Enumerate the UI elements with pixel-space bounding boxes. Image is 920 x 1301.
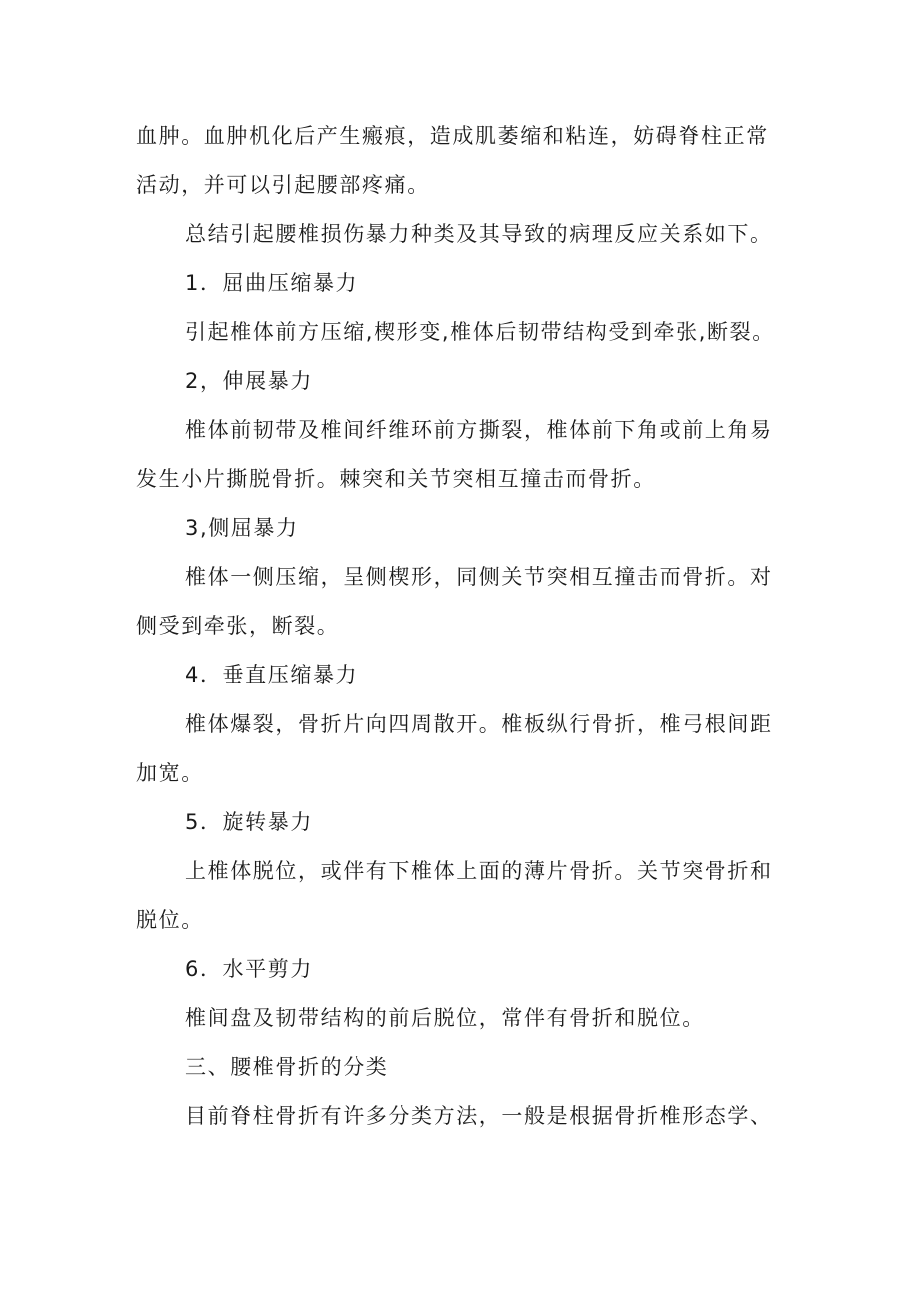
paragraph-classification-line-1: 目前脊柱骨折有许多分类方法，一般是根据骨折椎形态学、 [185, 1104, 773, 1128]
paragraph-continuation-line-2: 活动，并可以引起腰部疼痛。 [136, 173, 430, 197]
paragraph-extension-line-1: 椎体前韧带及椎间纤维环前方撕裂，椎体前下角或前上角易 [185, 418, 773, 442]
section-heading-classification: 三、腰椎骨折的分类 [185, 1055, 389, 1079]
paragraph-flexion-compression: 引起椎体前方压缩,楔形变,椎体后韧带结构受到牵张,断裂。 [185, 320, 775, 344]
summary-paragraph: 总结引起腰椎损伤暴力种类及其导致的病理反应关系如下。 [185, 222, 773, 246]
paragraph-horizontal-shear: 椎间盘及韧带结构的前后脱位，常伴有骨折和脱位。 [185, 1006, 705, 1030]
paragraph-vertical-compression-line-1: 椎体爆裂，骨折片向四周散开。椎板纵行骨折，椎弓根间距 [185, 712, 773, 736]
heading-rotation: 5．旋转暴力 [185, 810, 313, 834]
heading-flexion-compression: 1．屈曲压缩暴力 [185, 271, 359, 295]
paragraph-lateral-flexion-line-2: 侧受到牵张，断裂。 [136, 614, 340, 638]
heading-extension: 2，伸展暴力 [185, 369, 313, 393]
heading-lateral-flexion: 3,侧屈暴力 [185, 516, 299, 540]
paragraph-rotation-line-1: 上椎体脱位，或伴有下椎体上面的薄片骨折。关节突骨折和 [185, 859, 773, 883]
paragraph-lateral-flexion-line-1: 椎体一侧压缩，呈侧楔形，同侧关节突相互撞击而骨折。对 [185, 565, 773, 589]
paragraph-rotation-line-2: 脱位。 [136, 908, 204, 932]
paragraph-continuation-line-1: 血肿。血肿机化后产生瘢痕，造成肌萎缩和粘连，妨碍脊柱正常 [136, 124, 769, 148]
heading-vertical-compression: 4．垂直压缩暴力 [185, 663, 359, 687]
heading-horizontal-shear: 6．水平剪力 [185, 957, 313, 981]
paragraph-vertical-compression-line-2: 加宽。 [136, 761, 204, 785]
paragraph-extension-line-2: 发生小片撕脱骨折。棘突和关节突相互撞击而骨折。 [136, 467, 656, 491]
